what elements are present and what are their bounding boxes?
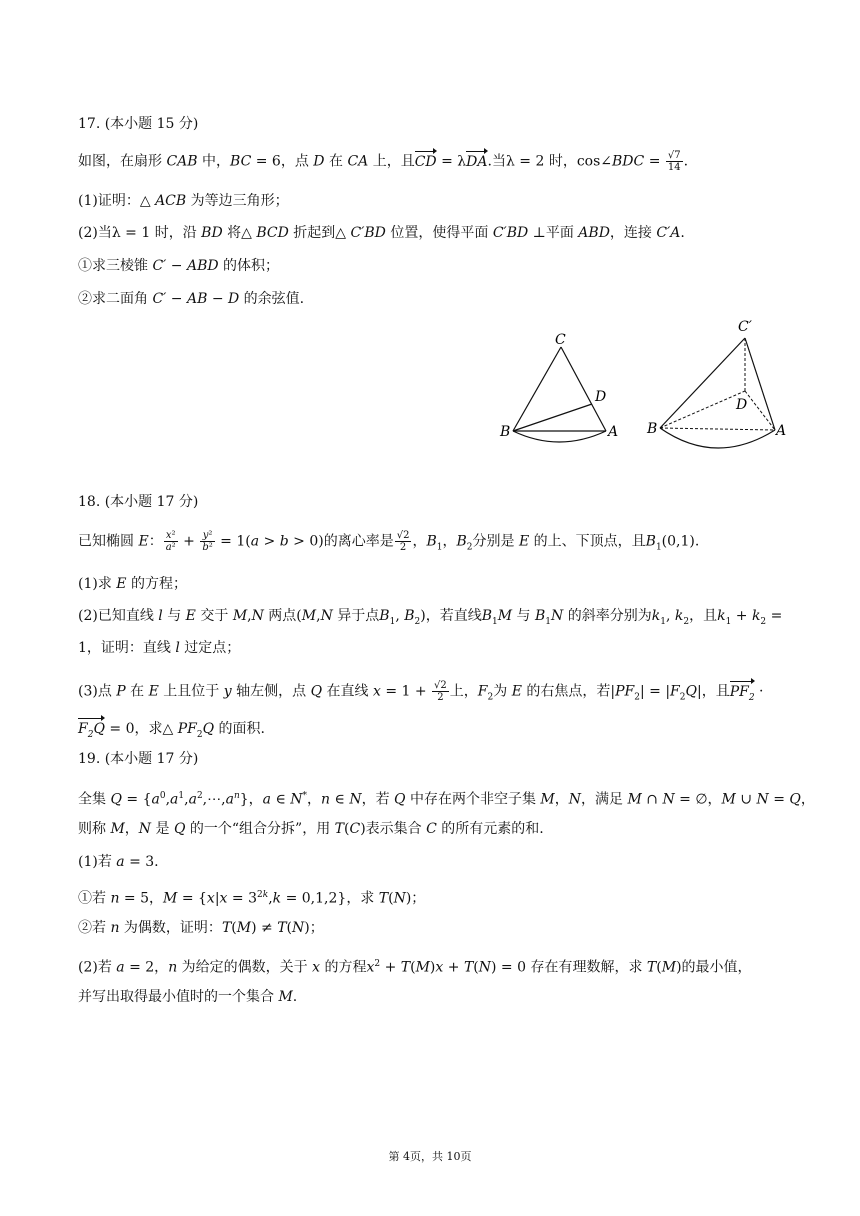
figure-sector [495,328,625,448]
q19-statement-line1: 全集 $Q = \{a^0,a^1,a^2,\cdots,a^n\}$，a ∈ N*，n ∈ N，若 Q 中存在两个非空子集 M，N，满足 M ∩ N = ∅，M ∪ N = Q， [78,791,815,808]
q18-part2-line1: (2)已知直线 l 与 E 交于 M,N 两点(M,N 异于点$B_1$, $B_2$)，若直线$B_1M$ 与 $B_1N$ 的斜率分别为$k_1$, $k_2$，且$k_1 + k_2$ = [78,608,783,627]
q17-statement: 如图，在扇形 CAB 中，BC = 6，点 D 在 CA 上，且CD = λDA.当λ = 2 时，cos∠BDC = $\frac{√7}{14}$ . [78,150,689,173]
figure-folded [640,312,790,460]
q17-sub1: ①求三棱锥 C′ − ABD 的体积； [78,258,280,274]
label-b: B [500,424,511,440]
q18-statement: 已知椭圆 E： $\frac{\text{x²}}{\text{a²}}$ + $\frac{\text{y²}}{\text{b²}}$ = 1(a > b > 0)的离心率是 $\frac{√2}{2}$ ，$B_1$，$B_2$分别是 E 的上、下顶点，且$B_1(0,1)$. [78,530,700,553]
q18-part1: (1)求 E 的方程； [78,576,187,592]
label-b: B [647,421,658,437]
q19-header: 19. (本小题 17 分) [78,751,199,767]
label-d: D [595,389,607,405]
q19-part1: (1)若 a = 3. [78,854,159,870]
q19-statement-line2: 则称 M，N 是 Q 的一个“组合分拆”，用 T(C)表示集合 C 的所有元素的和. [78,821,544,837]
label-a: A [776,423,787,439]
label-c-prime: C′ [738,319,752,335]
q19-sub2: ②若 n 为偶数，证明：T(M) ≠ T(N)； [78,920,324,936]
q19-part2-line2: 并写出取得最小值时的一个集合 M. [78,989,298,1005]
page-footer: 第 4页，共 10页 [388,1150,472,1163]
q18-header: 18. (本小题 17 分) [78,494,199,510]
q17-header: 17. (本小题 15 分) [78,116,199,132]
q17-part2: (2)当λ = 1 时，沿 BD 将△ BCD 折起到△ C′BD 位置，使得平面 C′BD ⊥平面 ABD，连接 C′A. [78,225,685,241]
q18-part3-line1: (3)点 P 在 E 上且位于 y 轴左侧，点 Q 在直线 x = 1 + $\frac{√2}{2}$ 上，$F_2$为 E 的右焦点，若$|PF_2| = |F_2Q|$，且$PF_2$ · [78,680,788,708]
q19-sub1: ①若 n = 5，$M = \{x|x = 3^{2k},k = 0,1,2\}$，求 T(N)； [78,890,426,907]
q19-part2-line1: (2)若 a = 2，n 为给定的偶数，关于 x 的方程$x^2 + T(M)x + T(N) = 0$ 存在有理数解，求 T(M)的最小值， [78,959,752,976]
q17-part1: (1)证明：△ ACB 为等边三角形； [78,193,289,209]
label-d: D [736,397,748,413]
q18-part2-line2: 1，证明：直线 l 过定点； [78,640,241,656]
q17-sub2: ②求二面角 C′ − AB − D 的余弦值. [78,291,305,307]
q18-part3-line2: $F_2Q = 0$，求△ $PF_2Q$ 的面积. [78,718,788,746]
label-c: C [555,332,566,348]
label-a: A [608,424,619,440]
